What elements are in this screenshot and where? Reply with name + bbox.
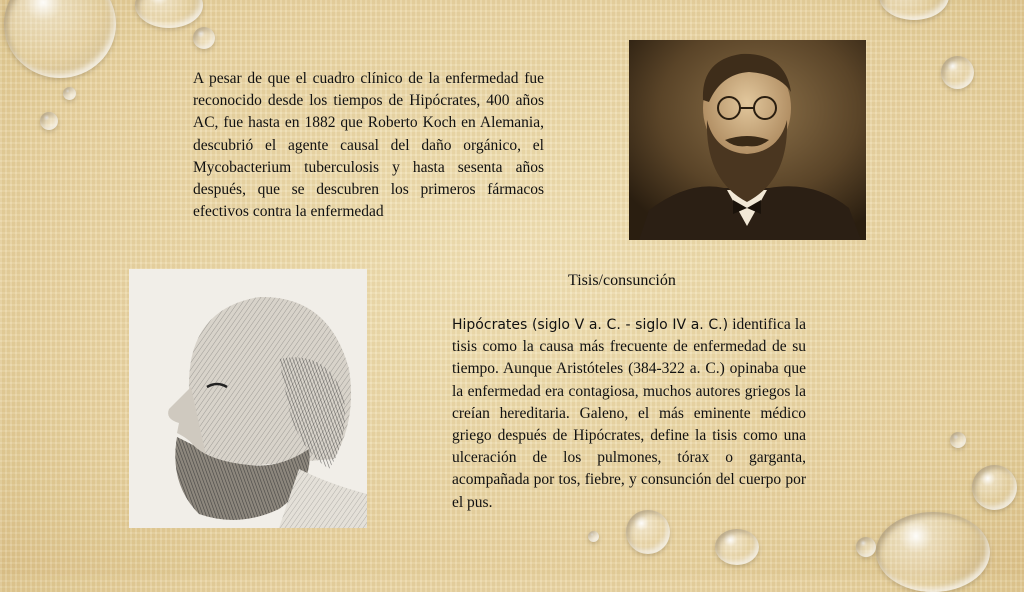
intro-text: A pesar de que el cuadro clínico de la enfermedad fue reconocido desde los tiempos de Hipócrates, 400 años AC, fue hasta en 1882 que Roberto Koch en Alemania, descubrió el agente causal del daño orgánico, el xyxy=(193,70,544,154)
water-drop-decoration xyxy=(626,510,670,554)
paragraph-lead: Hipócrates (siglo V a. C. - siglo IV a. C.) xyxy=(452,317,729,333)
hippocrates-paragraph xyxy=(452,314,806,514)
water-drop-decoration xyxy=(941,56,974,89)
water-drop-decoration xyxy=(135,0,203,28)
section-heading: Tisis/consunción xyxy=(568,272,676,289)
species-name: Mycobacterium tuberculosis xyxy=(193,158,380,176)
water-drop-decoration xyxy=(879,0,949,20)
water-drop-decoration xyxy=(715,529,759,565)
water-drop-decoration xyxy=(950,432,966,448)
water-drop-decoration xyxy=(193,27,215,49)
paragraph-body: identifica la tisis como la causa más frecuente de enfermedad de su tiempo. Aunque Aristóteles (384-322 a. C.) opinaba que la enfermedad era contagiosa, muchos autores griegos la creían hereditaria. Galeno, el más eminente médico griego después de Hipócrates, define la tisis como una ulceración de los pulmones, tórax o garganta, acompañada por tos, fiebre, y consunción del cuerpo por el pus. xyxy=(452,316,807,511)
water-drop-decoration xyxy=(856,537,876,557)
water-drop-decoration xyxy=(40,112,58,130)
water-drop-decoration xyxy=(588,531,599,542)
water-drop-decoration xyxy=(972,465,1017,510)
hippocrates-bust-image xyxy=(129,269,367,528)
water-drop-decoration xyxy=(63,87,76,100)
hippocrates-engraving xyxy=(129,269,367,528)
water-drop-decoration xyxy=(876,512,990,592)
intro-text-continued: y hasta sesenta años después, que se descubren los primeros fármacos efectivos contra la enfermedad xyxy=(193,158,544,221)
robert-koch-portrait xyxy=(629,40,866,240)
koch-portrait-illustration xyxy=(629,40,866,240)
intro-paragraph xyxy=(193,68,544,223)
water-drop-decoration xyxy=(4,0,116,78)
